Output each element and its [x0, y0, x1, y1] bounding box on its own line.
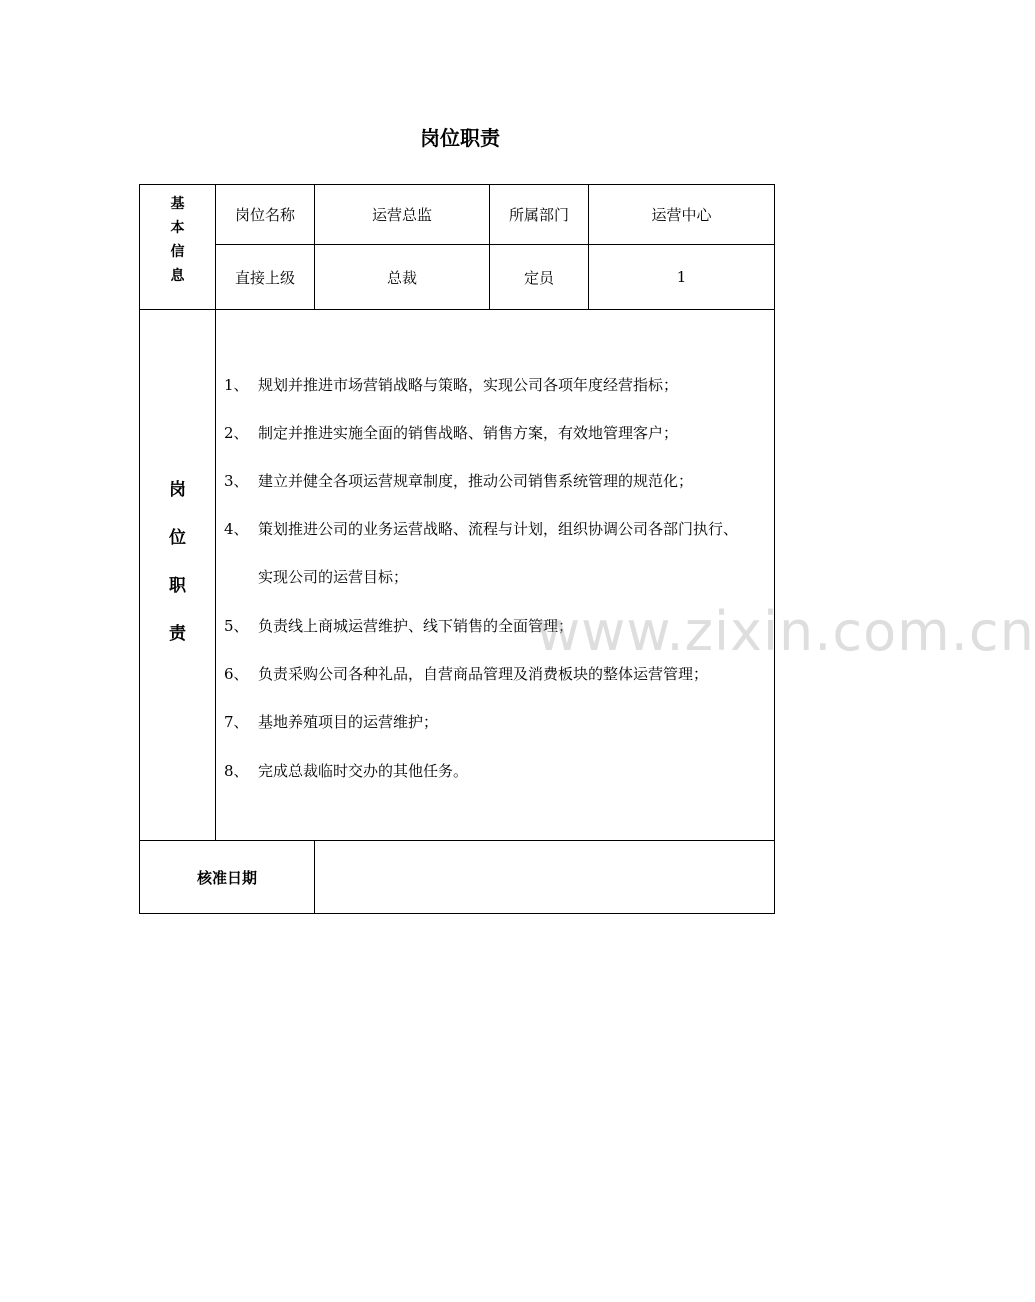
duty-text: 规划并推进市场营销战略与策略，实现公司各项年度经营指标；	[258, 376, 679, 394]
duty-text: 负责线上商城运营维护、线下销售的全面管理；	[258, 617, 574, 635]
section-label-char: 职	[169, 576, 186, 596]
duty-text: 策划推进公司的业务运营战略、流程与计划，组织协调公司各部门执行、	[258, 520, 739, 538]
basic-info-section-label	[140, 192, 215, 288]
duties-section-label	[140, 466, 215, 658]
duty-number: 3、	[224, 472, 249, 490]
section-label-char: 本	[170, 220, 185, 236]
section-label-char: 息	[170, 268, 185, 284]
page-title: 岗位职责	[420, 126, 500, 150]
section-label-char: 岗	[169, 480, 186, 500]
approval-date-label: 核准日期	[196, 868, 257, 887]
duty-number: 5、	[224, 617, 249, 635]
department-value: 运营中心	[651, 206, 712, 224]
position-name-value: 运营总监	[371, 206, 432, 224]
duty-text: 建立并健全各项运营规章制度，推动公司销售系统管理的规范化；	[258, 472, 694, 490]
supervisor-label: 直接上级	[234, 268, 295, 287]
duty-number: 2、	[224, 424, 249, 442]
duty-number: 7、	[224, 713, 249, 731]
duty-number: 8、	[224, 762, 249, 780]
duty-number: 4、	[224, 520, 249, 538]
position-name-label: 岗位名称	[234, 206, 295, 224]
department-label: 所属部门	[508, 206, 569, 224]
approval-date-value	[315, 841, 774, 913]
duty-text: 基地养殖项目的运营维护；	[258, 713, 439, 731]
duty-number: 6、	[224, 665, 249, 683]
duty-text: 制定并推进实施全面的销售战略、销售方案，有效地管理客户；	[258, 424, 679, 442]
watermark: www.zixin.com.cn	[536, 600, 1035, 663]
duty-text: 完成总裁临时交办的其他任务。	[258, 762, 469, 780]
duty-text: 负责采购公司各种礼品，自营商品管理及消费板块的整体运营管理；	[258, 665, 709, 683]
supervisor-value: 总裁	[386, 268, 417, 287]
headcount-value: 1	[676, 268, 687, 286]
section-label-char: 责	[169, 624, 186, 644]
headcount-label: 定员	[523, 268, 554, 287]
duty-number: 1、	[224, 376, 249, 394]
section-label-char: 位	[169, 528, 186, 548]
duty-text: 实现公司的运营目标；	[258, 568, 409, 586]
section-label-char: 基	[170, 196, 185, 212]
section-label-char: 信	[170, 244, 185, 260]
